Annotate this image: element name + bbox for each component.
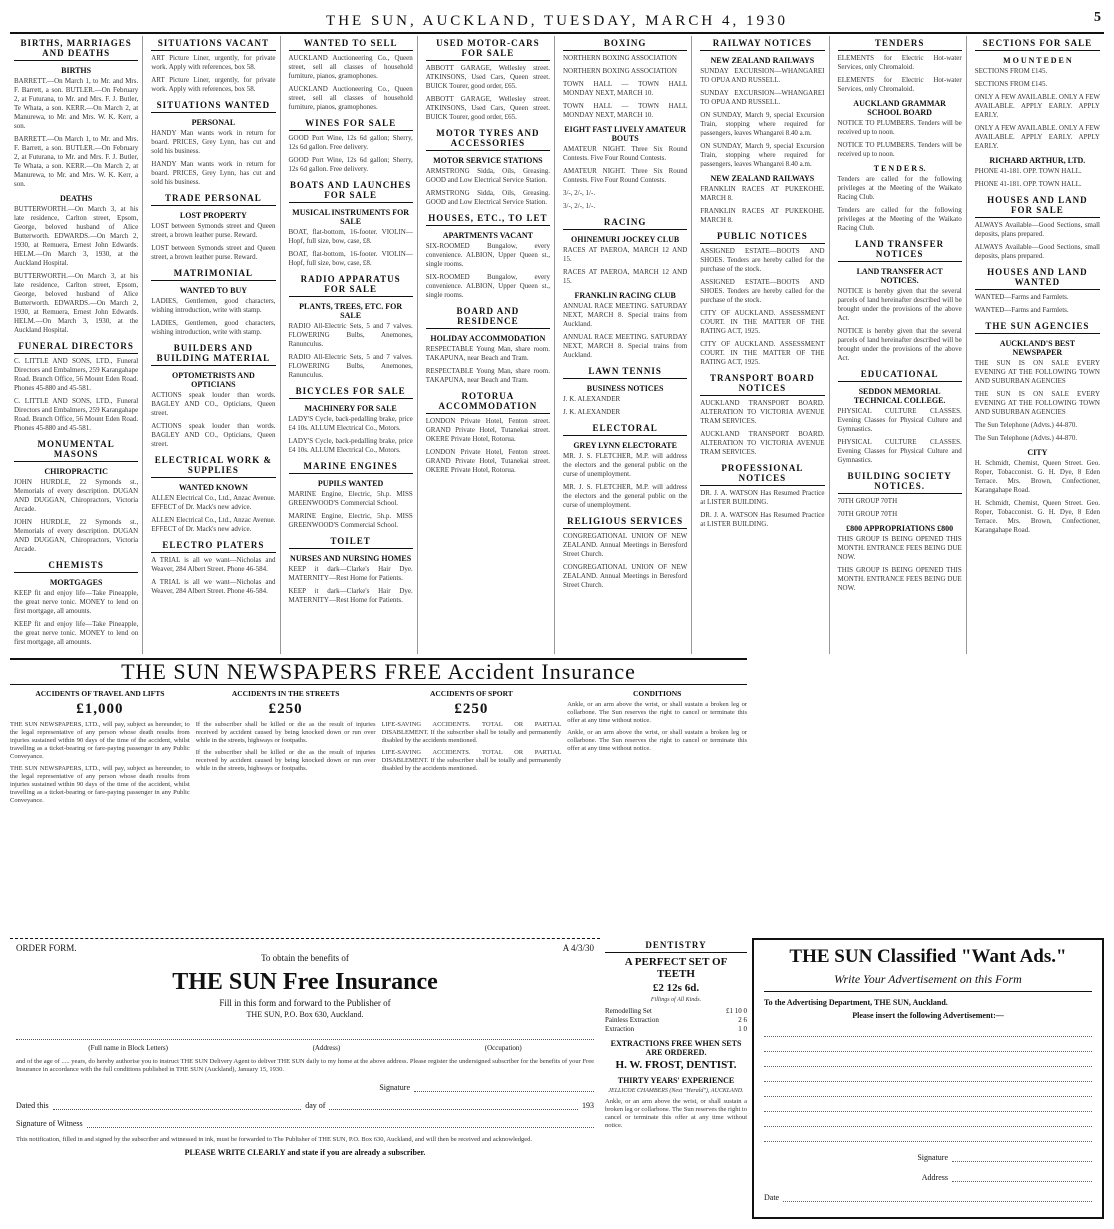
section-subheading: NEW ZEALAND RAILWAYS (710, 174, 815, 183)
name-address-field[interactable] (16, 1027, 594, 1040)
section-heading: THE SUN AGENCIES (975, 319, 1100, 334)
insurance-text: Ankle, or an arm above the wrist, or shall sustain a broken leg or collarbone. The Sun reserves the right to cancel or terminate this offer at any time without notice. (567, 729, 747, 752)
insurance-amount: £1,000 (76, 701, 124, 717)
section-heading: BUILDERS AND BUILDING MATERIAL (151, 341, 275, 366)
section-subheading: DEATHS (59, 194, 93, 203)
classified-ad-text: AUCKLAND Auctioneering Co., Queen street, sell all classes of household furniture, pianos, gramophones. (288, 54, 413, 80)
insurance-text: Ankle, or an arm above the wrist, or shall sustain a broken leg or collarbone. The Sun reserves the right to cancel or terminate this offer at any time without notice. (567, 701, 747, 724)
classified-ad-text: NOTICE TO PLUMBERS. Tenders will be received up to noon. (837, 141, 962, 158)
want-address-field[interactable] (952, 1172, 1092, 1182)
classified-ad-text: 70TH GROUP 70TH (837, 510, 898, 518)
order-form-ref: A 4/3/30 (562, 943, 594, 953)
classified-ad-text: Tenders are called for the following privileges at the Meeting of the Waikato Racing Club. (837, 206, 962, 232)
classified-ad-text: MR. J. S. FLETCHER, M.P. will address the electors and the general public on the curse of unemployment. (563, 452, 688, 478)
classified-ad-text: ONLY A FEW AVAILABLE. ONLY A FEW AVAILABLE. APPLY EARLY. APPLY EARLY. (974, 124, 1100, 150)
want-ads-title: THE SUN Classified "Want Ads." (789, 946, 1067, 967)
dentistry-item-price: £1 10 0 (726, 1007, 747, 1015)
section-heading: HOUSES AND LAND WANTED (975, 265, 1100, 290)
classified-ad-text: RADIO All-Electric Sets, 5 and 7 valves. FLOWERING Bulbs, Anemones, Ranunculus. (288, 322, 413, 348)
section-heading: ELECTORAL (563, 421, 687, 436)
classified-ad-text: BARRETT.—On March 1, to Mr. and Mrs. F. Barrett, a son. BUTLER.—On February 2, at Futurana, to Mr. and Mrs. F. J. Butler, Te Whata, a son. KERR.—On March 2, at Manurewa, to Mr. and Mrs. W. K. Kerr, a son. (14, 77, 139, 130)
dentistry-column (605, 938, 747, 1219)
classified-ad-text: PHYSICAL CULTURE CLASSES. Evening Classes for Physical Culture and Gymnastics. (837, 438, 962, 464)
section-subheading: WANTED KNOWN (178, 483, 248, 492)
dentistry-price: £2 12s 6d. (652, 982, 700, 994)
classified-column (422, 36, 555, 654)
classified-ad-text: ACTIONS speak louder than words. BAGLEY AND CO., Opticians, Queen street. (151, 422, 276, 448)
classified-ad-text: AUCKLAND TRANSPORT BOARD. ALTERATION TO VICTORIA AVENUE TRAM SERVICES. (700, 430, 825, 456)
insurance-column (382, 686, 562, 932)
dated-label: Dated this (16, 1101, 49, 1110)
section-heading: TRADE PERSONAL (151, 191, 275, 206)
classified-ad-text: 3/-, 2/-, 1/-. (563, 189, 596, 197)
want-address-label: Address (921, 1173, 948, 1182)
classified-ad-text: KEEP fit and enjoy life—Take Pineapple, the great nerve tonic. MONEY to lend on first mortgage, all amounts. (14, 620, 139, 646)
signature-field[interactable] (414, 1082, 594, 1092)
section-heading: RAILWAY NOTICES (700, 36, 824, 51)
dentistry-item: Painless Extraction (605, 1016, 659, 1024)
ad-writing-line[interactable] (764, 1097, 1092, 1112)
want-signature-label: Signature (917, 1153, 948, 1162)
form-pretitle: To obtain the benefits of (261, 953, 349, 963)
classified-ad-text: BUTTERWORTH.—On March 3, at his late residence, Carlton street, Epsom, George, beloved husband of Alice Butterworth. EDWARDS.—On March 2, 1930, at Remuera, Ernest John Edwards. HELM.—On March 3, 1930, at the Auckland Hospital. (14, 205, 139, 267)
label-address: (Address) (312, 1044, 341, 1052)
section-heading: USED MOTOR-CARS FOR SALE (426, 36, 550, 61)
masthead-title: THE SUN, AUCKLAND, TUESDAY, MARCH 4, 1930 (326, 12, 788, 29)
classified-ad-text: C. LITTLE AND SONS, LTD., Funeral Directors and Embalmers, 259 Karangahape Road. Branch Office, 56 Mount Eden Road. Phones 45-880 and 45-581. (14, 397, 139, 432)
classified-ad-text: MARINE Engine, Electric, 5h.p. MISS GREENWOOD'S Commercial School. (288, 490, 413, 507)
classified-ad-text: J. K. ALEXANDER (563, 408, 621, 416)
ad-writing-line[interactable] (764, 1052, 1092, 1067)
classified-ad-text: DR. J. A. WATSON Has Resumed Practice at LISTER BUILDING. (700, 489, 825, 506)
witness-label: Signature of Witness (16, 1119, 83, 1128)
classified-ad-text: A TRIAL is all we want—Nicholas and Weaver, 284 Albert Street. Phone 46-584. (151, 578, 276, 595)
dentistry-fillings: Fillings of All Kinds. (650, 997, 702, 1003)
classified-ad-text: ABBOTT GARAGE, Wellesley street. ATKINSONS, Used Cars, Queen street. BUICK Tourer, good order, £65. (425, 64, 550, 90)
section-subheading: CHIROPRACTIC (44, 467, 108, 476)
dentistry-title: A PERFECT SET OF TEETH (624, 956, 728, 980)
section-heading: TOILET (289, 534, 413, 549)
section-heading: HOUSES AND LAND FOR SALE (975, 193, 1100, 218)
label-occupation: (Occupation) (484, 1044, 522, 1052)
classified-column (559, 36, 692, 654)
classified-ad-text: THE SUN IS ON SALE EVERY EVENING AT THE FOLLOWING TOWN AND SUBURBAN AGENCIES (974, 390, 1100, 416)
classified-column (147, 36, 280, 654)
section-heading: ROTORUA ACCOMMODATION (426, 389, 550, 414)
classified-ad-text: 3/-, 2/-, 1/-. (563, 202, 596, 210)
section-heading: MATRIMONIAL (151, 266, 275, 281)
section-heading: RACING (563, 215, 687, 230)
ad-writing-line[interactable] (764, 1067, 1092, 1082)
form-instruction: Fill in this form and forward to the Publisher of (219, 998, 391, 1008)
order-form-label: ORDER FORM. (16, 943, 77, 953)
dentistry-free: EXTRACTIONS FREE WHEN SETS ARE ORDERED. (610, 1039, 742, 1057)
classified-column (971, 36, 1104, 654)
form-title: THE SUN Free Insurance (172, 969, 438, 995)
classified-ad-text: ART Picture Liner, urgently, for private work. Apply with references, box 58. (151, 54, 276, 71)
want-date-field[interactable] (783, 1192, 1092, 1202)
classified-ad-text: WANTED—Farms and Farmlets. (974, 306, 1069, 314)
insurance-col-title: CONDITIONS (632, 689, 682, 698)
classified-ad-text: BARRETT.—On March 1, to Mr. and Mrs. F. Barrett, a son. BUTLER.—On February 2, at Futurana, to Mr. and Mrs. F. J. Butler, Te Whata, a son. KERR.—On March 2, at Manurewa, to Mr. and Mrs. W. K. Kerr, a son. (14, 135, 139, 188)
classified-ad-text: SIX-ROOMED Bungalow, every convenience. ALBION, Upper Queen st., single rooms. (425, 273, 550, 299)
classified-ad-text: WANTED—Farms and Farmlets. (974, 293, 1069, 301)
classified-ad-text: LADIES, Gentlemen, good characters, wishing introduction, write with stamp. (151, 297, 276, 314)
section-heading: LAWN TENNIS (563, 364, 687, 379)
classified-ad-text: ACTIONS speak louder than words. BAGLEY AND CO., Opticians, Queen street. (151, 391, 276, 417)
section-heading: ELECTRICAL WORK & SUPPLIES (151, 453, 275, 478)
section-heading (14, 651, 138, 654)
classified-ad-text: ALLEN Electrical Co., Ltd., Anzac Avenue. EFFECT of Dr. Mack's new advice. (151, 494, 276, 511)
section-heading: BICYCLES FOR SALE (289, 384, 413, 399)
dentistry-heading: DENTISTRY (605, 938, 747, 953)
section-heading: WINES FOR SALE (289, 116, 413, 131)
classified-ad-text: ON SUNDAY, March 9, special Excursion Train, stopping where required for passengers, leaves Whangarei 8.40 a.m. (700, 111, 825, 137)
classified-ad-text: ABBOTT GARAGE, Wellesley street. ATKINSONS, Used Cars, Queen street. BUICK Tourer, good order, £65. (425, 95, 550, 121)
classified-ad-text: ASSIGNED ESTATE—BOOTS AND SHOES. Tenders are hereby called for the purchase of the stock. (700, 278, 825, 304)
section-heading: BOATS AND LAUNCHES FOR SALE (289, 178, 413, 203)
insurance-amount: £250 (268, 701, 303, 717)
dentistry-item: Extraction (605, 1025, 635, 1033)
day-of-label: day of (305, 1101, 326, 1110)
section-subheading: OPTOMETRISTS AND OPTICIANS (171, 371, 255, 389)
form-footer: PLEASE WRITE CLEARLY and state if you are already a subscriber. (184, 1148, 426, 1157)
classified-ad-text: NOTICE TO PLUMBERS. Tenders will be received up to noon. (837, 119, 962, 136)
classified-ad-text: SIX-ROOMED Bungalow, every convenience. ALBION, Upper Queen st., single rooms. (425, 242, 550, 268)
classified-ad-text: SECTIONS FROM £145. (974, 80, 1048, 88)
ad-writing-line[interactable] (764, 1127, 1092, 1142)
classified-ad-text: ON SUNDAY, March 9, special Excursion Train, stopping where required for passengers, leaves Whangarei 8.40 a.m. (700, 142, 825, 168)
classified-ad-text: AUCKLAND Auctioneering Co., Queen street, sell all classes of household furniture, pianos, gramophones. (288, 85, 413, 111)
insurance-column (10, 686, 190, 932)
classified-ad-text: C. LITTLE AND SONS, LTD., Funeral Directors and Embalmers, 259 Karangahape Road. Branch Office, 56 Mount Eden Road. Phones 45-880 and 45-581. (14, 357, 139, 392)
section-subheading: EIGHT FAST LIVELY AMATEUR BOUTS (564, 125, 686, 143)
section-heading: MOTOR TYRES AND ACCESSORIES (426, 126, 550, 151)
section-subheading: GREY LYNN ELECTORATE (573, 441, 677, 450)
dated-field[interactable] (53, 1100, 302, 1110)
classified-ad-text: JOHN HURDLE, 22 Symonds st., Memorials of every description. DUGAN AND DUGGAN, Chiropractors, Victoria Arcade. (14, 478, 139, 513)
classified-ad-text: H. Schmidt, Chemist, Queen Street. Geo. Roper, Tobacconist. G. H. Dye, 8 Eden Terrace. Mrs. Brown, Confectioner, Karangahape Road. (974, 499, 1100, 534)
classified-column (834, 36, 967, 654)
section-heading: MARINE ENGINES (289, 459, 413, 474)
classified-ad-text: HANDY Man wants work in return for board. PRICES, Grey Lynn, has cut and sold his business. (151, 129, 276, 155)
ad-writing-line[interactable] (764, 1112, 1092, 1127)
classified-ad-text: KEEP it dark—Clarke's Hair Dye. MATERNITY—Rest Home for Patients. (288, 565, 413, 582)
classified-ad-text: KEEP fit and enjoy life—Take Pineapple, the great nerve tonic. MONEY to lend on first mortgage, all amounts. (14, 589, 139, 615)
classified-ad-text: CONGREGATIONAL UNION OF NEW ZEALAND. Annual Meetings in Beresford Street Church. (563, 532, 688, 558)
classified-ad-text: ELEMENTS for Electric Hot-water Services, only Chromaloid. (837, 76, 962, 93)
classified-ad-text: BOAT, flat-bottom, 16-footer. VIOLIN—Hopf, full size, bow, case, £8. (288, 250, 413, 267)
classified-ad-text: KEEP it dark—Clarke's Hair Dye. MATERNITY—Rest Home for Patients. (288, 587, 413, 604)
section-heading: MONUMENTAL MASONS (14, 437, 138, 462)
classified-column (285, 36, 418, 654)
insurance-text: THE SUN NEWSPAPERS, LTD., will pay, subject as hereunder, to the legal representative of any person whose death results from injuries sustained within 90 days of the time of the accident, whilst travelling as a ticket-bearing or fare-paying passenger in any Public Conveyance. (10, 721, 190, 760)
classified-ad-text: H. Schmidt, Chemist, Queen Street. Geo. Roper, Tobacconist. G. H. Dye, 8 Eden Terrace. Mrs. Brown, Confectioner, Karangahape Road. (974, 459, 1100, 494)
want-ads-to: To the Advertising Department, THE SUN, Auckland. (764, 998, 948, 1007)
classified-ad-text: CONGREGATIONAL UNION OF NEW ZEALAND. Annual Meetings in Beresford Street Church. (563, 563, 688, 589)
classified-ad-text: LONDON Private Hotel, Fenton street. GRAND Private Hotel, Tutanekai street. OKERE Private Hotel, Rotorua. (425, 448, 550, 474)
classified-ad-text: ARMSTRONG Sidda, Oils, Greasing. GOOD and Low Electrical Service Station. (425, 189, 550, 206)
section-heading: BOXING (563, 36, 687, 51)
section-subheading: BUSINESS NOTICES (586, 384, 664, 393)
classified-ad-text: NOTICE is hereby given that the several parcels of land hereinafter described will be brought under the provisions of the above Act. (837, 327, 962, 362)
section-heading: EDUCATIONAL (838, 367, 962, 382)
classified-ad-text: AMATEUR NIGHT. Three Six Round Contests. Five Four Round Contests. (563, 167, 688, 184)
classified-ad-text: BOAT, flat-bottom, 16-footer. VIOLIN—Hopf, full size, bow, case, £8. (288, 228, 413, 245)
section-heading: BUILDING SOCIETY NOTICES. (838, 469, 962, 494)
classified-ad-text: The Sun Telephone (Advts.) 44-870. (974, 421, 1078, 429)
classified-ad-text: MARINE Engine, Electric, 5h.p. MISS GREENWOOD'S Commercial School. (288, 512, 413, 529)
classified-ad-text: RACES AT PAEROA, MARCH 12 AND 15. (563, 246, 688, 263)
classified-ad-text: TOWN HALL — TOWN HALL MONDAY NEXT, MARCH 10. (563, 102, 688, 119)
classified-ad-text: ART Picture Liner, urgently, for private work. Apply with references, box 58. (151, 76, 276, 93)
classified-ad-text: ANNUAL RACE MEETING. SATURDAY NEXT, MARCH 8. Special trains from Auckland. (563, 333, 688, 359)
classified-ad-text: RACES AT PAEROA, MARCH 12 AND 15. (563, 268, 688, 285)
form-body: and of the age of ..... years, do hereby authorise you to instruct THE SUN Delivery Agent to deliver THE SUN daily to my home at the above address. Please register the undersigned subscriber for the benefits of your Free Insurance in accordance with the full conditions published in THE SUN (Auckland), January 15, 1930. (16, 1058, 594, 1073)
classified-ad-text: SECTIONS FROM £145. (974, 67, 1048, 75)
classified-ad-text: RADIO All-Electric Sets, 5 and 7 valves. FLOWERING Bulbs, Anemones, Ranunculus. (288, 353, 413, 379)
classified-ad-text: ALWAYS Available—Good Sections, small deposits, plans prepared. (974, 221, 1100, 238)
year-label: 193 (582, 1101, 595, 1110)
classified-ad-text: ANNUAL RACE MEETING. SATURDAY NEXT, MARCH 8. Special trains from Auckland. (563, 302, 688, 328)
section-subheading: BIRTHS (61, 66, 92, 75)
classified-ad-text: LONDON Private Hotel, Fenton street. GRAND Private Hotel, Tutanekai street. OKERE Private Hotel, Rotorua. (425, 417, 550, 443)
dentistry-item-price: 1 0 (738, 1025, 747, 1033)
classified-ad-text: SUNDAY EXCURSION—WHANGAREI TO OPUA AND RUSSELL. (700, 89, 825, 106)
classified-column (10, 36, 143, 654)
classified-ad-text: FRANKLIN RACES AT PUKEKOHE. MARCH 8. (700, 185, 825, 202)
dentistry-item: Remodelling Set (605, 1007, 652, 1015)
classified-ad-text: NORTHERN BOXING ASSOCIATION (563, 54, 677, 62)
section-subheading: PLANTS, TREES, ETC. FOR SALE (299, 302, 403, 320)
form-note: This notification, filled in and signed by the subscriber and witnessed in ink, must be forwarded to The Publisher of THE SUN, P.O. Box 630, Auckland, and will then be received and acknowledged. (16, 1136, 533, 1143)
section-heading: SITUATIONS WANTED (151, 98, 275, 113)
classified-ad-text: LOST between Symonds street and Queen street, a brown leather purse. Reward. (151, 244, 276, 261)
want-signature-field[interactable] (952, 1152, 1092, 1162)
insurance-text: LIFE-SAVING ACCIDENTS. TOTAL OR PARTIAL DISABLEMENT. If the subscriber shall be totally and permanently disabled by the accidents mentioned. (381, 749, 562, 772)
classified-ad-text: The Sun Telephone (Advts.) 44-870. (974, 434, 1078, 442)
section-subheading: FRANKLIN RACING CLUB (574, 291, 676, 300)
dentistry-experience: THIRTY YEARS' EXPERIENCE (617, 1076, 735, 1085)
classified-ad-text: RESPECTABLE Young Man, share room. TAKAPUNA, near Beach and Tram. (425, 345, 550, 362)
section-subheading: NEW ZEALAND RAILWAYS (710, 56, 815, 65)
want-ads-form (752, 938, 1104, 1219)
want-ads-insert: Please insert the following Advertisement:— (852, 1011, 1004, 1020)
section-heading: HOUSES, ETC., TO LET (426, 211, 550, 226)
masthead (10, 10, 1104, 34)
section-heading: RELIGIOUS SERVICES (563, 514, 687, 529)
classified-ad-text: ALLEN Electrical Co., Ltd., Anzac Avenue. EFFECT of Dr. Mack's new advice. (151, 516, 276, 533)
classified-ad-text: RESPECTABLE Young Man, share room. TAKAPUNA, near Beach and Tram. (425, 367, 550, 384)
section-subheading: M O U N T E D E N (1003, 56, 1072, 65)
section-subheading: MORTGAGES (49, 578, 103, 587)
section-subheading: SEDDON MEMORIAL TECHNICAL COLLEGE. (853, 387, 946, 405)
want-ads-subtitle: Write Your Advertisement on this Form (764, 972, 1092, 992)
classified-ad-text: AUCKLAND TRANSPORT BOARD. ALTERATION TO VICTORIA AVENUE TRAM SERVICES. (700, 399, 825, 425)
insurance-text: If the subscriber shall be killed or die as the result of injuries received by accident caused by being knocked down or run over while in the streets, highways or footpaths. (195, 721, 376, 744)
insurance-order-form (10, 938, 600, 1219)
insurance-text: Ankle, or an arm above the wrist, or shall sustain a broken leg or collarbone. The Sun reserves the right to cancel or terminate this offer at any time without notice. (605, 1098, 747, 1129)
section-subheading: LOST PROPERTY (179, 211, 247, 220)
witness-field[interactable] (87, 1118, 594, 1128)
insurance-col-title: ACCIDENTS OF SPORT (429, 689, 513, 698)
section-heading: RADIO APPARATUS FOR SALE (289, 272, 413, 297)
section-subheading: NURSES AND NURSING HOMES (290, 554, 412, 563)
classified-ad-text: ONLY A FEW AVAILABLE. ONLY A FEW AVAILABLE. APPLY EARLY. APPLY EARLY. (974, 93, 1100, 119)
classified-ad-text: DR. J. A. WATSON Has Resumed Practice at LISTER BUILDING. (700, 511, 825, 528)
classified-ad-text: ELEMENTS for Electric Hot-water Services, only Chromaloid. (837, 54, 962, 71)
section-heading: CHEMISTS (14, 558, 138, 573)
classified-ad-text: PHONE 41-181. OPP. TOWN HALL. (974, 167, 1082, 175)
classified-ad-text: SUNDAY EXCURSION—WHANGAREI TO OPUA AND RUSSELL. (700, 67, 825, 84)
ad-writing-line[interactable] (764, 1022, 1092, 1037)
classified-ad-text: FRANKLIN RACES AT PUKEKOHE. MARCH 8. (700, 207, 825, 224)
dentistry-chambers: JELLICOE CHAMBERS (Next "Herald"), AUCKLAND. (608, 1088, 744, 1094)
classified-ad-text: LADY'S Cycle, back-pedalling brake, price £4 10s. ALLUM Electrical Co., Motors. (288, 415, 413, 432)
label-full-name: (Full name in Block Letters) (88, 1044, 168, 1052)
classified-ad-text: HANDY Man wants work in return for board. PRICES, Grey Lynn, has cut and sold his business. (151, 160, 276, 186)
classified-ad-text: 70TH GROUP 70TH (837, 497, 898, 505)
signature-label: Signature (379, 1083, 410, 1092)
classified-ad-text: LADY'S Cycle, back-pedalling brake, price £4 10s. ALLUM Electrical Co., Motors. (288, 437, 413, 454)
classified-ad-text: NOTICE is hereby given that the several parcels of land hereinafter described will be brought under the provisions of the above Act. (837, 287, 962, 322)
classified-ad-text: J. K. ALEXANDER (563, 395, 621, 403)
classified-column (696, 36, 829, 654)
insurance-headline: THE SUN NEWSPAPERS FREE Accident Insurance (10, 658, 747, 685)
page-number: 5 (1094, 10, 1104, 25)
classified-ad-text: CITY OF AUCKLAND. ASSESSMENT COURT. IN THE MATTER OF THE RATING ACT, 1925. (700, 340, 825, 366)
classified-ad-text: BUTTERWORTH.—On March 3, at his late residence, Carlton street, Epsom, George, beloved husband of Alice Butterworth. EDWARDS.—On March 2, 1930, at Remuera, Ernest John Edwards. HELM.—On March 3, 1930, at the Auckland Hospital. (14, 272, 139, 334)
classified-ad-text: AMATEUR NIGHT. Three Six Round Contests. Five Four Round Contests. (563, 145, 688, 162)
insurance-col-title: ACCIDENTS IN THE STREETS (231, 689, 340, 698)
insurance-column (196, 686, 376, 932)
section-subheading: AUCKLAND'S BEST NEWSPAPER (999, 339, 1076, 357)
insurance-column (567, 686, 747, 932)
section-subheading: MOTOR SERVICE STATIONS (433, 156, 543, 165)
classified-ad-text: THIS GROUP IS BEING OPENED THIS MONTH. ENTRANCE FEES BEING DUE NOW. (837, 566, 962, 592)
section-subheading: MACHINERY FOR SALE (304, 404, 397, 413)
insurance-col-title: ACCIDENTS OF TRAVEL AND LIFTS (35, 689, 165, 698)
section-subheading: RICHARD ARTHUR, LTD. (989, 156, 1086, 165)
section-heading: BOARD AND RESIDENCE (426, 304, 550, 329)
classified-ad-text: ALWAYS Available—Good Sections, small deposits, plans prepared. (974, 243, 1100, 260)
dentist-name: H. W. FROST, DENTIST. (615, 1059, 737, 1071)
section-subheading: MUSICAL INSTRUMENTS FOR SALE (292, 208, 410, 226)
section-subheading: £800 APPROPRIATIONS £800 (846, 524, 954, 533)
section-subheading: PERSONAL (191, 118, 236, 127)
section-heading: BIRTHS, MARRIAGES AND DEATHS (14, 36, 138, 61)
section-subheading: LAND TRANSFER ACT NOTICES. (856, 267, 943, 285)
want-date-label: Date (764, 1193, 780, 1202)
form-address: THE SUN, P.O. Box 630, Auckland. (246, 1010, 364, 1019)
month-field[interactable] (329, 1100, 578, 1110)
classified-columns (10, 36, 1104, 654)
classified-ad-text: CITY OF AUCKLAND. ASSESSMENT COURT. IN THE MATTER OF THE RATING ACT, 1925. (700, 309, 825, 335)
section-subheading: T E N D E R S. (873, 164, 926, 173)
classified-ad-text: THIS GROUP IS BEING OPENED THIS MONTH. ENTRANCE FEES BEING DUE NOW. (837, 535, 962, 561)
section-heading: LAND TRANSFER NOTICES (838, 237, 962, 262)
dentistry-item-price: 2 6 (738, 1016, 747, 1024)
section-subheading: HOLIDAY ACCOMMODATION (430, 334, 546, 343)
section-subheading: WANTED TO BUY (179, 286, 248, 295)
classified-ad-text: GOOD Port Wine, 12s 6d gallon; Sherry, 12s 6d gallon. Free delivery. (288, 134, 413, 151)
classified-ad-text: JOHN HURDLE, 22 Symonds st., Memorials of every description. DUGAN AND DUGGAN, Chiropractors, Victoria Arcade. (14, 518, 139, 553)
classified-ad-text: LOST between Symonds street and Queen street, a brown leather purse. Reward. (151, 222, 276, 239)
classified-ad-text: NORTHERN BOXING ASSOCIATION (563, 67, 677, 75)
classified-ad-text: LADIES, Gentlemen, good characters, wishing introduction, write with stamp. (151, 319, 276, 336)
ad-writing-line[interactable] (764, 1082, 1092, 1097)
section-heading: ELECTRO PLATERS (151, 538, 275, 553)
section-heading: PROFESSIONAL NOTICES (700, 461, 824, 486)
section-subheading: CITY (1027, 448, 1048, 457)
section-heading: SITUATIONS VACANT (151, 36, 275, 51)
section-heading: TRANSPORT BOARD NOTICES (700, 371, 824, 396)
advertisement-text-area[interactable] (764, 1022, 1092, 1142)
insurance-amount: £250 (454, 701, 489, 717)
classified-ad-text: ASSIGNED ESTATE—BOOTS AND SHOES. Tenders are hereby called for the purchase of the stock. (700, 247, 825, 273)
section-subheading: OHINEMURI JOCKEY CLUB (571, 235, 680, 244)
section-heading: SECTIONS FOR SALE (975, 36, 1100, 51)
ad-writing-line[interactable] (764, 1037, 1092, 1052)
classified-ad-text: THE SUN IS ON SALE EVERY EVENING AT THE FOLLOWING TOWN AND SUBURBAN AGENCIES (974, 359, 1100, 385)
insurance-body (10, 686, 747, 932)
insurance-text: If the subscriber shall be killed or die as the result of injuries received by accident caused by being knocked down or run over while in the streets, highways or footpaths. (195, 749, 376, 772)
section-heading: WANTED TO SELL (289, 36, 413, 51)
classified-ad-text: A TRIAL is all we want—Nicholas and Weaver, 284 Albert Street. Phone 46-584. (151, 556, 276, 573)
classified-ad-text: PHONE 41-181. OPP. TOWN HALL. (974, 180, 1082, 188)
classified-ad-text: ARMSTRONG Sidda, Oils, Greasing. GOOD and Low Electrical Service Station. (425, 167, 550, 184)
classified-ad-text: PHYSICAL CULTURE CLASSES. Evening Classes for Physical Culture and Gymnastics. (837, 407, 962, 433)
classified-ad-text: MR. J. S. FLETCHER, M.P. will address the electors and the general public on the curse of unemployment. (563, 483, 688, 509)
section-heading: TENDERS (838, 36, 962, 51)
section-subheading: APARTMENTS VACANT (442, 231, 533, 240)
insurance-text: LIFE-SAVING ACCIDENTS. TOTAL OR PARTIAL DISABLEMENT. If the subscriber shall be totally and permanently disabled by the accidents mentioned. (381, 721, 562, 744)
section-heading: FUNERAL DIRECTORS (14, 339, 138, 354)
insurance-text: THE SUN NEWSPAPERS, LTD., will pay, subject as hereunder, to the legal representative of any person whose death results from injuries sustained within 90 days of the time of the accident, whilst travelling as a ticket-bearing or fare-paying passenger in any Public Conveyance. (10, 765, 190, 804)
classified-ad-text: Tenders are called for the following privileges at the Meeting of the Waikato Racing Club. (837, 175, 962, 201)
section-heading: PUBLIC NOTICES (700, 229, 824, 244)
classified-ad-text: TOWN HALL — TOWN HALL MONDAY NEXT, MARCH 10. (563, 80, 688, 97)
section-subheading: AUCKLAND GRAMMAR SCHOOL BOARD (853, 99, 946, 117)
section-subheading: PUPILS WANTED (317, 479, 384, 488)
classified-ad-text: GOOD Port Wine, 12s 6d gallon; Sherry, 12s 6d gallon. Free delivery. (288, 156, 413, 173)
